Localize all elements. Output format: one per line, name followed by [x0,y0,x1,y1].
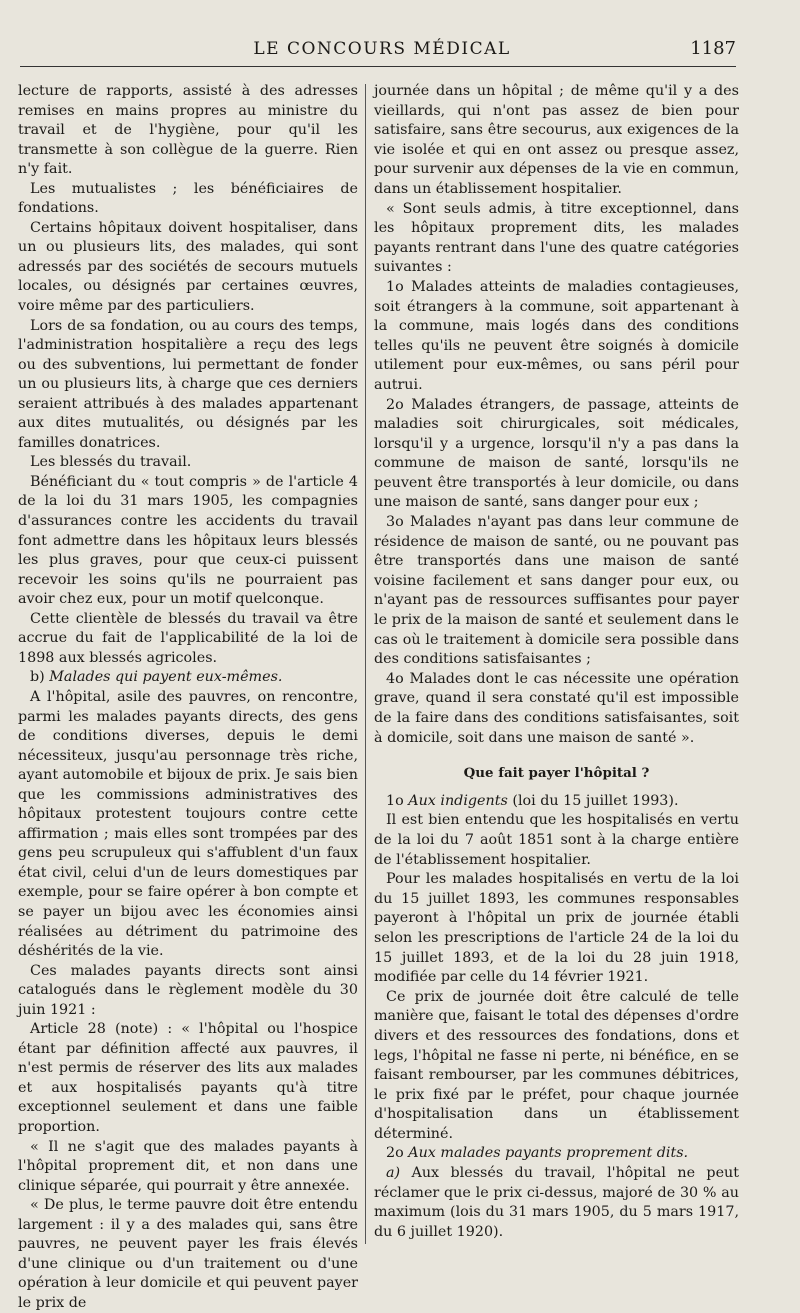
paragraph: Lors de sa fondation, ou au cours des temps, l'administration hospitalière a reçu des legs ou des subventions, lui permettant de fonder un ou plusieurs lits, à charge que ces derniers seraient attribués à des malades appartenant aux dites mutualités, ou désignés par les familles donatrices. [18,317,358,451]
section-title: Que fait payer l'hôpital ? [463,765,650,782]
list-item: 4o Malades dont le cas nécessite une opération grave, quand il sera constaté qu'il est impossible de la faire dans des conditions satisfaisantes, soit à domicile, soit dans une maison de santé ». [374,670,739,746]
italic-heading: Malades qui payent eux-mêmes. [49,669,283,686]
paragraph-text: Aux blessés du travail, l'hôpital ne peut réclamer que le prix ci-dessus, majoré de 30 % au maximum (lois du 31 mars 1905, du 5 mars 1917, du 6 juillet 1920). [374,1165,739,1240]
paragraph: Il est bien entendu que les hospitalisés en vertu de la loi du 7 août 1851 sont à la charge entière de l'établissement hospitalier. [374,812,739,868]
paragraph: Pour les malades hospitalisés en vertu de la loi du 15 juillet 1893, les communes responsables payeront à l'hôpital un prix de journée établi selon les prescriptions de l'article 24 de la loi du 15 juillet 1893, et de la loi du 28 juin 1918, modifiée par celle du 14 février 1921. [374,871,739,986]
subheading-b [18,668,358,688]
running-head [0,34,800,64]
list-item: 3o Malades n'ayant pas dans leur commune de résidence de maison de santé, ou ne pouvant pas être transportés dans une maison de santé voisine facilement et sans danger pour eux, ou n'ayant pas de ressources suffisantes pour payer le prix de la maison de santé et seulement dans le cas où le traitement à domicile sera possible dans des conditions satisfaisantes ; [374,514,739,668]
paragraph: Bénéficiant du « tout compris » de l'article 4 de la loi du 31 mars 1905, les compagnies d'assurances contre les accidents du travail font admettre dans les hôpitaux leurs blessés les plus graves, pour que ceux-ci puissent recevoir les soins qu'ils ne pourraient pas avoir chez eux, pour un motif quelconque. [18,473,358,608]
number: 2o [386,1145,404,1162]
list-item: 2o Malades étrangers, de passage, atteints de maladies soit chirurgicales, soit médicales, lorsqu'il y a urgence, lorsqu'il n'y a pas dans la commune de maison de santé, lorsqu'ils ne peuvent être transportés à leur domicile, ou dans une maison de santé, sans danger pour eux ; [374,396,739,511]
list-marker: b) [30,669,45,686]
numbered-heading [374,1144,739,1164]
right-column [374,82,739,1242]
numbered-heading [374,792,739,812]
header-rule [20,66,736,67]
paragraph: Les mutualistes ; les bénéficiaires de fondations. [18,180,358,217]
paragraph: « Il ne s'agit que des malades payants à l'hôpital proprement dit, et non dans une clinique séparée, qui pourrait y être annexée. [18,1138,358,1194]
paragraph: Cette clientèle de blessés du travail va être accrue du fait de l'applicabilité de la loi de 1898 aux blessés agricoles. [18,610,358,666]
paragraph [374,1164,739,1242]
paragraph: Article 28 (note) : « l'hôpital ou l'hospice étant par définition affecté aux pauvres, il n'est permis de réserver des lits aux malades et aux hospitalisés payants qu'à titre exceptionnel seulement et dans une faible proportion. [18,1021,358,1135]
paragraph: Ce prix de journée doit être calculé de telle manière que, faisant le total des dépenses d'ordre divers et des ressources des fondations, dons et legs, l'hôpital ne fasse ni perte, ni bénéfice, en se faisant rembourser, par les communes débitrices, le prix fixé par le préfet, pour chaque journée d'hospitalisation dans un établissement déterminé. [374,988,739,1142]
paragraph: « Sont seuls admis, à titre exceptionnel, dans les hôpitaux proprement dits, les malades payants rentrant dans l'une des quatre catégories suivantes : [374,200,739,276]
heading-note: (loi du 15 juillet 1993). [512,792,679,809]
paragraph: lecture de rapports, assisté à des adresses remises en mains propres au ministre du travail et de l'hygiène, pour qu'il les transmette à son collègue de la guerre. Rien n'y fait. [18,83,358,178]
left-column [18,82,358,1313]
paragraph: journée dans un hôpital ; de même qu'il y a des vieillards, qui n'ont pas assez de bien pour satisfaire, sans être secourus, aux exigences de la vie isolée et qui en ont assez ou presque assez, pour survenir aux dépenses de la vie en commun, dans un établissement hospitalier. [374,83,739,197]
number: 1o [386,792,404,809]
paragraph: A l'hôpital, asile des pauvres, on rencontre, parmi les malades payants directs, des gens de conditions diverses, depuis le demi nécessiteux, jusqu'au personnage très riche, ayant automobile et bijoux de prix. Je sais bien que les commissions administratives des hôpitaux protestent toujours contre cette affirmation ; mais elles sont trompées par des gens peu scrupuleux qui s'affublent d'un faux état civil, celui d'un de leurs domestiques par exemple, pour se faire opérer à bon compte et se payer un bijou avec les économies ainsi réalisées au détriment du patrimoine des déshérités de la vie. [18,688,358,960]
page-number: 1187 [690,38,736,59]
paragraph: « De plus, le terme pauvre doit être entendu largement : il y a des malades qui, sans être pauvres, ne peuvent payer les frais élevés d'une clinique ou d'un traitement ou d'une opération à leur domicile et qui peuvent payer le prix de [18,1197,358,1311]
list-item: 1o Malades atteints de maladies contagieuses, soit étrangers à la commune, soit appartenant à la commune, mais logés dans des conditions telles qu'ils ne peuvent être soignés à domicile utilement pour eux-mêmes, ou sans péril pour autrui. [374,278,739,393]
list-marker: a) [386,1165,401,1182]
italic-heading: Aux indigents [408,792,508,809]
paragraph: Certains hôpitaux doivent hospitaliser, dans un ou plusieurs lits, des malades, qui sont adressés par des sociétés de secours mutuels locales, ou désignés par certaines œuvres, voire même par des particuliers. [18,219,358,315]
subheading: Les blessés du travail. [30,454,192,471]
column-rule [365,84,366,1244]
journal-title: LE CONCOURS MÉDICAL [253,39,511,59]
paragraph: Ces malades payants directs sont ainsi catalogués dans le règlement modèle du 30 juin 1921 : [18,962,358,1018]
italic-heading: Aux malades payants proprement dits. [408,1145,689,1162]
